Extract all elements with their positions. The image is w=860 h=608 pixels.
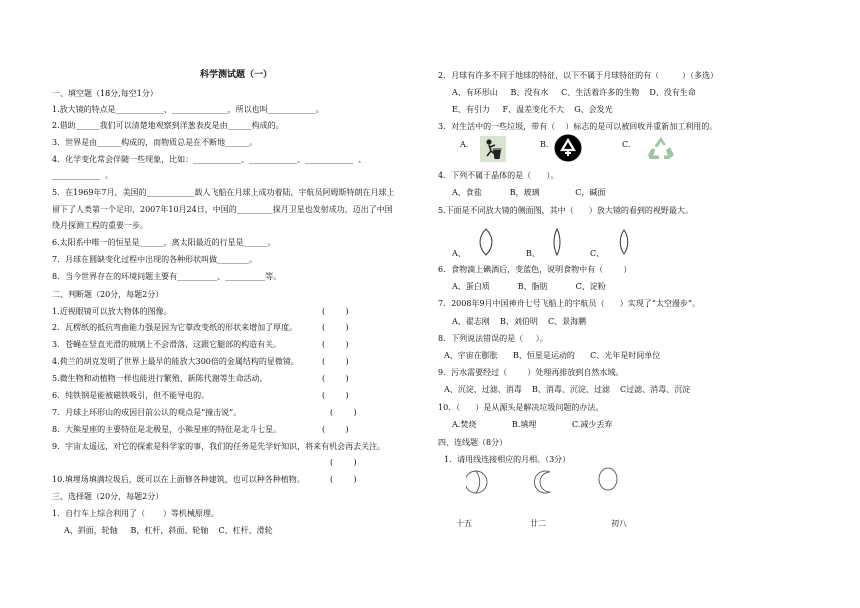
choice-q7-options: A、翟志刚 B、刘伯明 C、景海鹏: [452, 317, 587, 326]
choice-q6: 6．食物滴上碘酒后，变蓝色，说明食物中有（ ）: [438, 265, 632, 274]
choice-q7: 7．2008年9月中国神舟七号飞船上的宇航员（ ）实现了“太空漫步”。: [438, 299, 700, 308]
choice-q4: 4．下列不属于晶体的是（ ）。: [438, 171, 559, 180]
option-label: A.: [460, 140, 469, 149]
moon-crescent-icon: [534, 470, 556, 494]
section-fill-blank-header: 一、填空题（18分,每空1分）: [52, 89, 158, 98]
judge-q9: 9．宇宙太遥远，对它的探索是科学家的事，我们的任务是先学好知识，将来有机会再去关注。: [52, 442, 386, 451]
choice-q5: 5.下面是不同放大镜的侧面图，其中（ ）放大镜的看到的视野最大。: [438, 206, 693, 215]
waste-bin-person-icon: [480, 136, 506, 162]
choice-q10: 10．（ ）是从源头是解决垃圾问题的办法。: [438, 403, 604, 412]
fill-blank-q5: 5．在1969年7月，美国的____________载人飞船在月球上成功着陆，宇航员阿姆斯特朗在月球上: [52, 188, 395, 197]
moon-label: 廿二: [530, 519, 546, 528]
option-label: C、: [590, 249, 605, 258]
choice-q3: 3．对生活中的一些垃圾，带有（ ）标志的是可以被回收并重新加工利用的。: [438, 122, 718, 131]
recycle-black-icon: [554, 134, 582, 162]
choice-q4-options: A、食盐 B，玻璃 C，碱面: [452, 188, 606, 197]
fill-blank-q4: 4．化学变化常会伴随一些现象，比如：____________、____________、____________ 、: [52, 155, 367, 164]
moon-full-icon: [598, 467, 618, 491]
choice-q2: 2．月球有许多不同于地球的特征，以下不属于月球特征的有（ ）（多选）: [438, 71, 718, 80]
moon-label: 十五: [456, 519, 472, 528]
answer-paren: ( ): [322, 357, 349, 366]
answer-paren: ( ): [330, 475, 357, 484]
choice-q2-options: A、有环形山 B、没有水 C、生活着许多的生物 D、没有生命: [452, 88, 696, 97]
option-label: B、: [526, 249, 540, 258]
option-label: C.: [622, 140, 631, 149]
answer-paren: ( ): [330, 458, 357, 467]
judge-q7: 7．月球上环形山的成因目前公认的观点是“撞击说”。: [52, 408, 242, 417]
page-title: 科学测试题（一）: [200, 70, 273, 80]
judge-q5: 5.微生物和动植物一样也能进行繁殖、新陈代谢等生命活动。: [52, 374, 268, 383]
moon-label: 初八: [611, 519, 627, 528]
answer-paren: ( ): [322, 307, 349, 316]
option-label: B.: [540, 140, 549, 149]
choice-q6-options: A、蛋白质 B、脂肪 C、淀粉: [452, 282, 606, 291]
thick-convex-lens-icon: [478, 228, 494, 256]
judge-q8: 8．大熊星座的主要特征是北极星，小熊星座的特征是北斗七星。: [52, 425, 282, 434]
section-matching-header: 四、连线题（8分）: [438, 438, 508, 447]
judge-q10: 10.填埋场填满垃圾后，既可以在上面修各种建筑，也可以种各种植物。: [52, 475, 305, 484]
choice-q9: 9．污水需要经过（ ）处理再排放到自然水域。: [438, 368, 624, 377]
section-choice-header: 三、选择题（20分，每题2分）: [52, 492, 164, 501]
answer-paren: ( ): [330, 408, 357, 417]
judge-q3: 3．苍蝇在竖直光滑的玻璃上不会滑落，这跟它腿部的构造有关。: [52, 340, 282, 349]
fill-blank-q1: 1.放大镜的特点是____________、______________，所以也叫____________。: [52, 105, 324, 114]
recycle-green-icon: [646, 134, 676, 162]
fill-blank-q6: 6.太阳系中唯一的恒星是______，离太阳最近的行星是______。: [52, 238, 276, 247]
choice-q9-options: A、沉淀、过滤、消毒 B、消毒、沉淀、过滤 C过滤、消毒、沉淀: [444, 385, 691, 394]
choice-q8: 8．下列说法错误的是（ ）。: [438, 334, 548, 343]
answer-paren: ( ): [322, 425, 349, 434]
judge-q4: 4.荷兰的胡克发明了世界上最早的能放大300倍的金属结构的显微镜。: [52, 357, 299, 366]
choice-q2-options-cont: E、有引力 F、温差变化不大 G、会发光: [452, 105, 613, 114]
section-judge-header: 二、判断题（20分，每题2分）: [52, 290, 164, 299]
fill-blank-q5-cont2: 绕月探测工程的重要一步。: [52, 221, 148, 230]
judge-q1: 1.近视眼镜可以放大物体的图像。: [52, 307, 172, 316]
thin-convex-lens-icon: [552, 228, 562, 256]
answer-paren: ( ): [322, 340, 349, 349]
fill-blank-q7: 7．月球在圆缺变化过程中出现的各种形状叫做________。: [52, 255, 258, 264]
answer-paren: ( ): [322, 374, 349, 383]
answer-paren: ( ): [322, 391, 349, 400]
judge-q6: 6．纯铁钢是能被磁铁吸引，但不能导电的。: [52, 391, 210, 400]
matching-q1: 1．请用线连接相应的月相。（3分）: [444, 455, 571, 464]
fill-blank-q5-cont: 留下了人类第一个足印，2007年10月24日，中国的_________探月卫星也发射成功，迈出了中国: [52, 205, 393, 214]
fill-blank-q3: 3．世界是由______构成的，而物质总是在不断地______。: [52, 138, 258, 147]
answer-paren: ( ): [322, 323, 349, 332]
fill-blank-q2: 2.借助______我们可以清楚地观察到洋葱表皮是由______构成的。: [52, 121, 284, 130]
medium-convex-lens-icon: [618, 229, 630, 255]
option-label: A、: [452, 249, 466, 258]
choice-q1: 1．自行车上综合利用了（ ）等机械原理。: [52, 509, 219, 518]
fill-blank-q8: 8．当今世界存在的环境问题主要有__________、__________等。: [52, 272, 282, 281]
moon-half-icon: [466, 470, 488, 494]
choice-q1-options: A、斜面，轮轴 B，杠杆，斜面、轮轴 C、杠杆、滑轮: [64, 526, 273, 535]
judge-q2: 2．瓦楞纸的抵抗弯曲能力强是因为它靠改变纸的形状来增加了厚度。: [52, 323, 298, 332]
choice-q10-options: A.焚烧 B.填埋 C.减少丢弃: [452, 420, 613, 429]
fill-blank-q4-cont: ____________ 。: [52, 171, 114, 180]
choice-q8-options: A、宇宙在膨胀 B、恒星是运动的 C、光年是时间单位: [444, 351, 661, 360]
